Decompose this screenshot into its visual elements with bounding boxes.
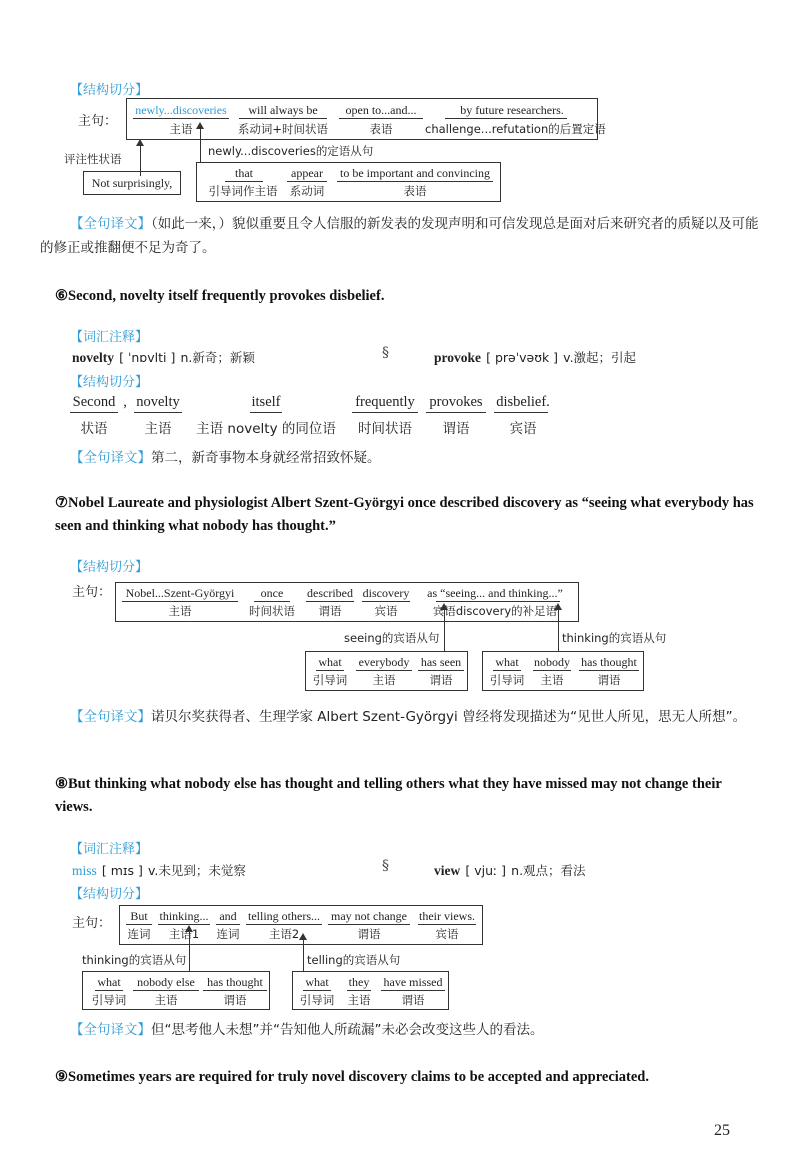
sentence-9: ⑨Sometimes years are required for truly novel discovery claims to be accepted and appreciated. — [55, 1069, 649, 1085]
s5-role-postmodifier: challenge...refutation的后置定语 — [425, 122, 606, 136]
s6-word-frequently: frequently — [355, 394, 415, 410]
s5-translation: 【全句译文】（如此一来，）貌似重要且令人信服的新发表的发现声明和可信发现总是面对后来研究者的质疑以及可能的修正或推翻便不足为奇了。 — [40, 216, 759, 256]
s7-role-described: 谓语 — [318, 604, 342, 618]
s7-main-clause-box — [115, 582, 579, 622]
s6-word-provokes: provokes — [429, 394, 483, 410]
sentence-6: ⑥Second, novelty itself frequently provokes disbelief. — [55, 288, 385, 304]
s7-role-once: 时间状语 — [249, 604, 295, 618]
vocab-label: 【词汇注释】 — [70, 330, 149, 345]
main-clause-label: 主句： — [72, 585, 112, 600]
s5-sub-that: that — [235, 166, 253, 180]
vocab-entry-miss: miss [ mɪs ] v.未见到；未觉察 — [72, 863, 246, 878]
vocab-entry-provoke: provoke [ prəˈvəʊk ] v.激起；引起 — [434, 350, 637, 365]
s7-word-once: once — [260, 586, 284, 600]
arrow-up-icon — [299, 933, 307, 940]
s6-role-frequently: 时间状语 — [358, 421, 412, 437]
page-number: 25 — [714, 1122, 730, 1139]
s7-sub2-label: thinking的宾语从句 — [562, 631, 667, 645]
s7-sub1-label: seeing的宾语从句 — [344, 631, 440, 645]
s7-sub1-box: what 引导词 everybody 主语 has seen 谓语 — [305, 651, 468, 691]
structure-label: 【结构切分】 — [70, 560, 149, 575]
s5-word-verb: will always be — [248, 103, 318, 117]
s6-role-disbelief: 宾语 — [509, 421, 537, 437]
vocab-label: 【词汇注释】 — [70, 842, 149, 857]
s8-sub1-box: what 引导词 nobody else 主语 has thought 谓语 — [82, 971, 270, 1010]
vocab-entry-novelty: novelty [ ˈnɒvlti ] n.新奇；新颖 — [72, 350, 255, 365]
s6-word-itself: itself — [251, 394, 281, 410]
s6-word-novelty: novelty — [136, 394, 180, 410]
structure-label: 【结构切分】 — [70, 375, 149, 390]
arrow-up-icon — [196, 122, 204, 129]
s7-translation: 【全句译文】诺贝尔奖获得者、生理学家 Albert Szent-Györgyi 曾经将发现描述为“见世人所见，思无人所想”。 — [70, 709, 747, 725]
s5-comment-label: 评注性状语 — [64, 152, 122, 166]
s7-sub2-box: what 引导词 nobody 主语 has thought 谓语 — [482, 651, 644, 691]
s8-sub1-label: thinking的宾语从句 — [82, 953, 187, 967]
main-clause-label: 主句： — [72, 916, 112, 931]
sentence-7: ⑦Nobel Laureate and physiologist Albert Szent-Györgyi once described discovery as “seeing what everybody has seen and thinking what nobody has thought.” — [55, 495, 754, 534]
s6-role-itself: 主语 novelty 的同位语 — [196, 421, 336, 437]
s8-translation: 【全句译文】但“思考他人未想”并“告知他人所疏漏”未必会改变这些人的看法。 — [70, 1022, 544, 1038]
s7-word-discovery: discovery — [362, 586, 410, 600]
s5-comment-box: Not surprisingly, — [83, 171, 181, 195]
s7-role-complement: 宾语discovery的补足语 — [432, 604, 558, 618]
s5-role-subject: 主语 — [169, 122, 193, 136]
structure-label: 【结构切分】 — [70, 83, 149, 98]
s5-role-verb: 系动词+时间状语 — [237, 122, 329, 136]
s7-role-discovery: 宾语 — [374, 604, 398, 618]
s5-sub-predicative-role: 表语 — [403, 184, 427, 198]
s5-word-predicative: open to...and... — [345, 103, 417, 117]
arrow-up-icon — [554, 603, 562, 610]
s7-word-subject: Nobel...Szent-Györgyi — [125, 586, 235, 600]
structure-label: 【结构切分】 — [70, 887, 149, 902]
s6-translation: 【全句译文】第二，新奇事物本身就经常招致怀疑。 — [70, 450, 381, 466]
s7-role-subject: 主语 — [168, 604, 192, 618]
s8-sub2-label: telling的宾语从句 — [307, 953, 401, 967]
s5-role-predicative: 表语 — [369, 122, 393, 136]
s5-attr-clause-label: newly...discoveries的定语从句 — [208, 144, 374, 158]
arrow-up-icon — [440, 603, 448, 610]
s5-attr-clause-box — [196, 162, 501, 202]
vocab-entry-view: view [ vjuː ] n.观点；看法 — [434, 863, 586, 878]
s6-role-provokes: 谓语 — [442, 421, 470, 437]
arrow-up-icon — [136, 139, 144, 146]
s7-word-complement: as “seeing... and thinking...” — [427, 586, 563, 600]
s6-role-second: 状语 — [80, 421, 108, 437]
s5-word-postmodifier: by future researchers. — [460, 103, 564, 117]
s5-sub-that-role: 引导词作主语 — [208, 184, 278, 198]
s7-word-described: described — [307, 586, 353, 600]
separator-icon: § — [382, 345, 389, 361]
s6-word-second: Second — [72, 394, 116, 410]
s6-word-disbelief: disbelief. — [496, 394, 550, 410]
s5-sub-appear: appear — [291, 166, 323, 180]
s5-sub-predicative: to be important and convincing — [340, 166, 490, 180]
s8-main-clause-box: But 连词 thinking... 主语1 and 连词 telling others... 主语2 may not change 谓语 their views. 宾语 — [119, 905, 483, 945]
s6-role-novelty: 主语 — [144, 421, 172, 437]
s5-word-subject: newly...discoveries — [135, 103, 227, 117]
arrow-up-icon — [185, 925, 193, 932]
separator-icon: § — [382, 858, 389, 874]
main-clause-label: 主句： — [78, 114, 118, 129]
sentence-8: ⑧But thinking what nobody else has thought and telling others what they have missed may not change their views. — [55, 776, 722, 815]
s5-main-clause-box — [126, 98, 606, 140]
s5-sub-appear-role: 系动词 — [289, 184, 325, 198]
s8-sub2-box: what 引导词 they 主语 have missed 谓语 — [292, 971, 449, 1010]
